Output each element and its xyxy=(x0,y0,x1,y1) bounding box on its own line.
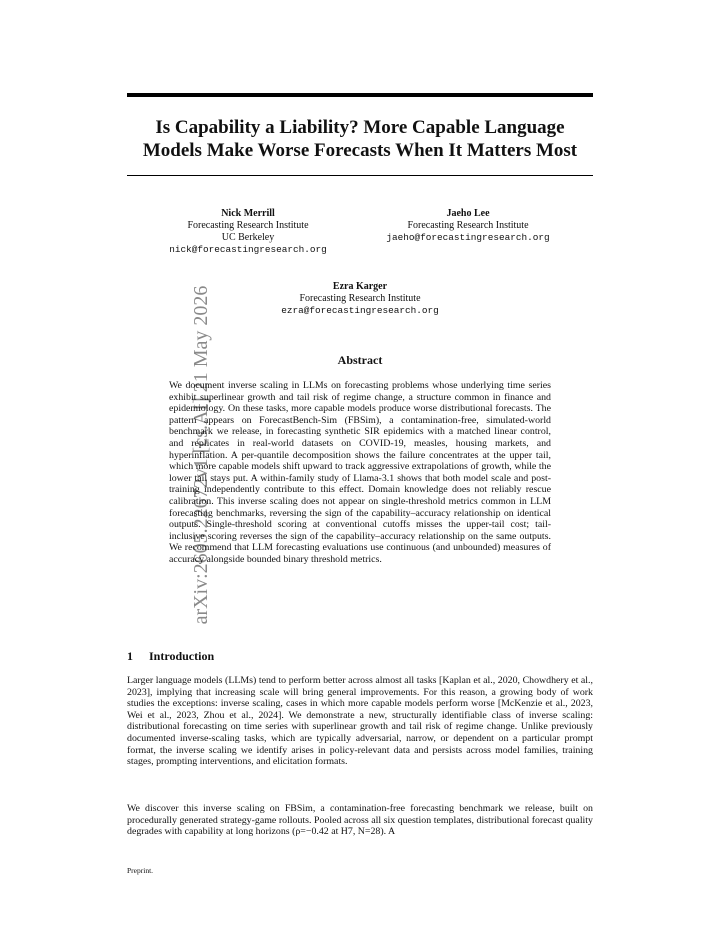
author-block-3 xyxy=(260,281,460,317)
author-name: Nick Merrill xyxy=(221,208,275,219)
author-name: Jaeho Lee xyxy=(446,208,490,219)
author-affiliation: UC Berkeley xyxy=(221,232,275,243)
footer-note: Preprint. xyxy=(127,866,154,875)
title-top-rule xyxy=(127,93,593,97)
section-title: Introduction xyxy=(149,649,215,663)
author-block-2 xyxy=(368,208,568,244)
author-block-1 xyxy=(148,208,348,256)
intro-paragraph-2: We discover this inverse scaling on FBSim, a contamination-free forecasting benchmark we release, built on procedurally generated strategy-game rollouts. Pooled across all six question templates, distributional forecast quality degrades with capability at long horizons (ρ=−0.42 at H7, N=28). A xyxy=(127,803,593,838)
author-affiliation: Forecasting Research Institute xyxy=(187,220,309,231)
section-number: 1 xyxy=(127,649,133,663)
author-name: Ezra Karger xyxy=(332,281,388,292)
paper-title: Is Capability a Liability? More Capable Language Models Make Worse Forecasts When It Matters Most xyxy=(142,117,578,161)
author-email[interactable]: nick@forecastingresearch.org xyxy=(169,244,327,255)
author-affiliation: Forecasting Research Institute xyxy=(407,220,529,231)
abstract-heading: Abstract xyxy=(337,353,383,367)
intro-paragraph-1: Larger language models (LLMs) tend to perform better across almost all tasks [Kaplan et al., 2020, Chowdhery et al., 2023], implying that increasing scale will bring general improvements. For this reason, a growing body of work studies the exceptions: inverse scaling, cases in which more capable models perform worse [McKenzie et al., 2023, Wei et al., 2023, Zhou et al., 2024]. We demonstrate a new, structurally identifiable class of inverse scaling: distributional forecasting on time series with superlinear growth and tail risk of regime change. Unlike previously documented inverse-scaling tasks, which are typically adversarial, narrow, or dependent on a particular prompt format, the inverse scaling we identify arises in policy-relevant data and persists across model families, training stages, prompting interventions, and elicitation formats. xyxy=(127,675,593,768)
arxiv-side-stamp: arXiv:2605.22672v1 [cs.AI] 21 May 2026 xyxy=(190,285,212,625)
title-bottom-rule xyxy=(127,175,593,176)
author-email[interactable]: jaeho@forecastingresearch.org xyxy=(386,232,550,243)
author-email[interactable]: ezra@forecastingresearch.org xyxy=(281,305,439,316)
author-affiliation: Forecasting Research Institute xyxy=(299,293,421,304)
abstract-text: We document inverse scaling in LLMs on forecasting problems whose underlying time series exhibit superlinear growth and tail risk of regime change, a structure common in finance and epidemiology. On these tasks, more capable models produce worse distributional forecasts. The pattern appears on ForecastBench-Sim (FBSim), a contamination-free, simulated-world benchmark we release, in forecasting synthetic SIR epidemics with a matched linear control, and replicates in real-world datasets on COVID-19, measles, housing markets, and hyperinflation. A per-quantile decomposition shows the failure concentrates at the upper tail, which more capable models shift upward to track aggressive extrapolations of growth, while the lower tail stays put. A within-family study of Llama-3.1 shows that both model scale and post-training independently contribute to this effect. Domain knowledge does not reliably rescue calibration. This inverse scaling does not appear on single-threshold metrics common in LLM forecasting benchmarks, reversing the sign of the capability–accuracy relationship on identical outputs. Single-threshold scoring at conventional cutoffs misses the upper-tail cost; tail-inclusive scoring reverses the sign of the capability–accuracy relationship on the same outputs. We recommend that LLM forecasting evaluations use continuous (and unbounded) measures of accuracy alongside bounded binary threshold metrics. xyxy=(169,380,551,565)
section-heading xyxy=(127,649,214,664)
